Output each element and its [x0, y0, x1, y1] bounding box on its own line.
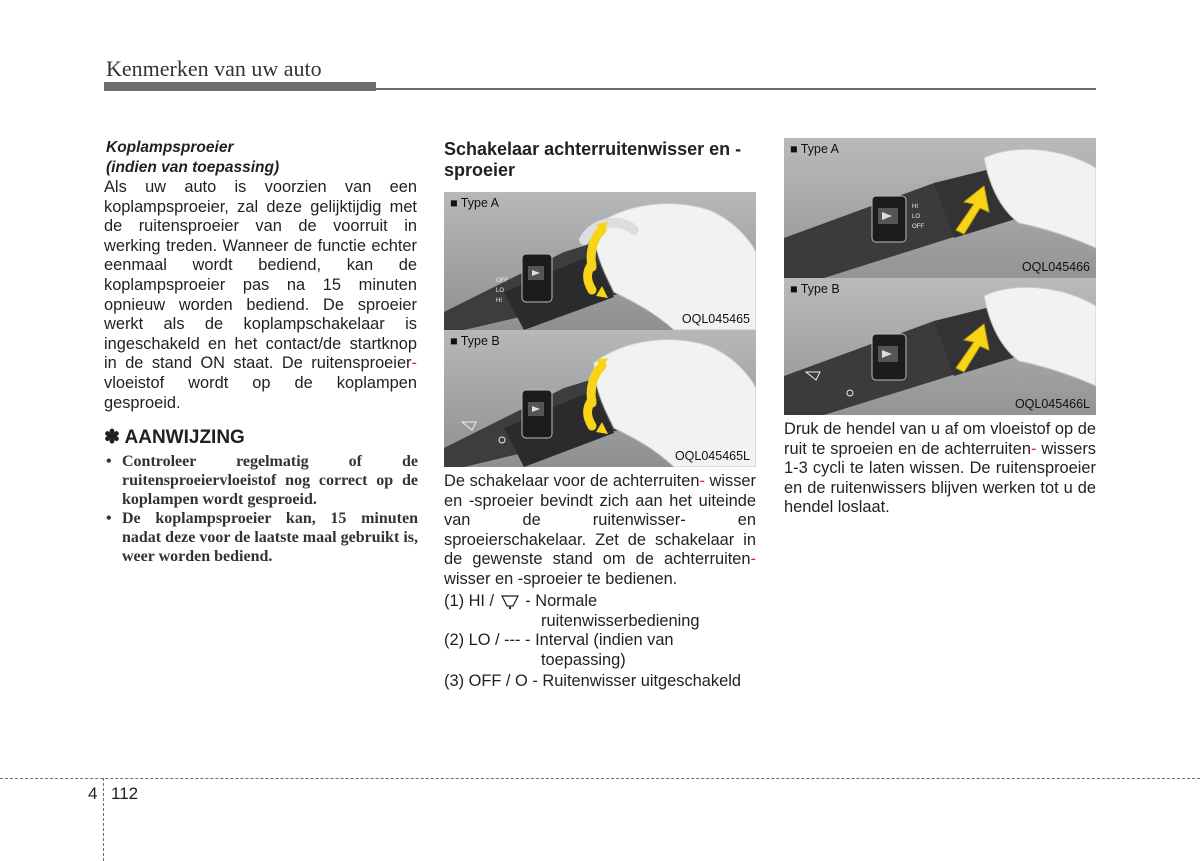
hyphen-mark: -: [750, 550, 756, 569]
rear-washer-lever-illustration: [784, 138, 1096, 278]
paragraph-text: De schakelaar voor de achterruiten: [444, 472, 700, 490]
position-desc: Ruitenwisser uitgeschakeld: [542, 672, 741, 690]
svg-text:OFF: OFF: [496, 278, 508, 284]
rear-wiper-switch-illustration: [444, 330, 756, 467]
paragraph-text: Druk de hendel van u af om vloeistof op de ruit te sproeien en de achterruiten: [784, 420, 1096, 458]
paragraph-text: Als uw auto is voorzien van een koplampsproeier, zal deze gelijktijdig met de ruitensproeier van de voorruit in werking treden. Wanneer de functie echter eenmaal wordt bediend, kan de koplampsproeier pas na 15 minuten opnieuw worden bediend. De sproeier werkt als de koplampschakelaar is ingeschakeld en het contact/de startknop in de stand ON staat. De ruitensproeier: [104, 178, 417, 373]
position-label: (2) LO / --- -: [444, 631, 531, 649]
paragraph-text-end: wisser en -sproeier te bedienen.: [444, 569, 678, 588]
note-item: • Controleer regelmatig of de ruitensproeiervloeistof nog correct op de koplampen wordt gesproeid.: [104, 452, 418, 509]
footer-divider: [0, 778, 1200, 779]
figure-label: ■ Type A: [450, 196, 500, 210]
rear-washer-paragraph: [784, 420, 1096, 518]
section-subheading: [106, 138, 418, 178]
position-label: (1) HI /: [444, 592, 495, 610]
position-item-lo: [444, 631, 760, 670]
paragraph-text-cont: vloeistof wordt op de koplampen gesproeid.: [104, 373, 417, 412]
position-desc-cont: ruitenwisserbediening: [541, 611, 700, 630]
figure-label: ■ Type B: [450, 334, 500, 348]
rear-wiper-switch-illustration: [444, 192, 756, 330]
position-desc: - Normale: [525, 592, 598, 610]
hyphen-mark: -: [1030, 439, 1037, 458]
position-item-off: [444, 672, 760, 692]
page-header-title: Kenmerken van uw auto: [106, 56, 322, 81]
figure-code: OQL045465: [681, 312, 750, 326]
svg-text:HI: HI: [496, 298, 502, 304]
figure-code: OQL045466: [1021, 260, 1090, 274]
note-item: • De koplampsproeier kan, 15 minuten nadat deze voor de laatste maal gebruikt is, weer worden bediend.: [104, 509, 418, 566]
figure-type-a-rear-washer: [784, 138, 1096, 278]
wiper-icon: [501, 594, 519, 610]
note-symbol: ✽: [104, 427, 120, 448]
header-bar: [104, 82, 376, 91]
page-number: 112: [111, 784, 139, 803]
svg-text:LO: LO: [912, 214, 921, 220]
paragraph-text-cont: wissers 1-3 cycli te laten wissen. De ruitensproeier en de ruitenwissers blijven werken tot u de hendel loslaat.: [784, 439, 1096, 517]
svg-text:OFF: OFF: [912, 224, 924, 230]
figure-code: OQL045466L: [1014, 397, 1090, 411]
note-list: [104, 452, 418, 566]
figure-type-b-rear-washer: [784, 278, 1096, 415]
paragraph-text-cont: wisser en -sproeier bevindt zich aan het uiteinde van de ruitenwisser- en sproeierschakelaar. Zet de schakelaar in de gewenste stand om de achterruiten: [444, 472, 756, 569]
note-title: AANWIJZING: [124, 427, 245, 448]
figure-code: OQL045465L: [674, 449, 750, 463]
hyphen-mark: -: [699, 472, 705, 490]
position-label: (3) OFF / O -: [444, 672, 538, 690]
position-desc-cont: toepassing): [541, 650, 626, 669]
figure-type-b-rear-wiper: [444, 330, 756, 467]
figure-type-a-rear-wiper: [444, 192, 756, 330]
rear-washer-lever-illustration: [784, 278, 1096, 415]
figure-label: ■ Type A: [790, 142, 840, 156]
subheading-line-2: (indien van toepassing): [106, 159, 280, 176]
figure-label: ■ Type B: [790, 282, 840, 296]
position-desc: Interval (indien van: [535, 631, 674, 649]
note-heading: [104, 426, 245, 449]
headlamp-washer-paragraph: [104, 178, 417, 413]
svg-text:LO: LO: [496, 288, 505, 294]
hyphen-mark: -: [411, 354, 417, 373]
chapter-number: 4: [88, 784, 98, 803]
footer-margin-line: [103, 778, 104, 861]
subheading-line-1: Koplampsproeier: [106, 139, 234, 156]
section-heading: Schakelaar achterruitenwisser en -sproeier: [444, 139, 742, 180]
position-item-hi: [444, 592, 760, 631]
header-rule: [376, 88, 1096, 90]
rear-wiper-paragraph: [444, 472, 756, 590]
svg-text:HI: HI: [912, 204, 918, 210]
